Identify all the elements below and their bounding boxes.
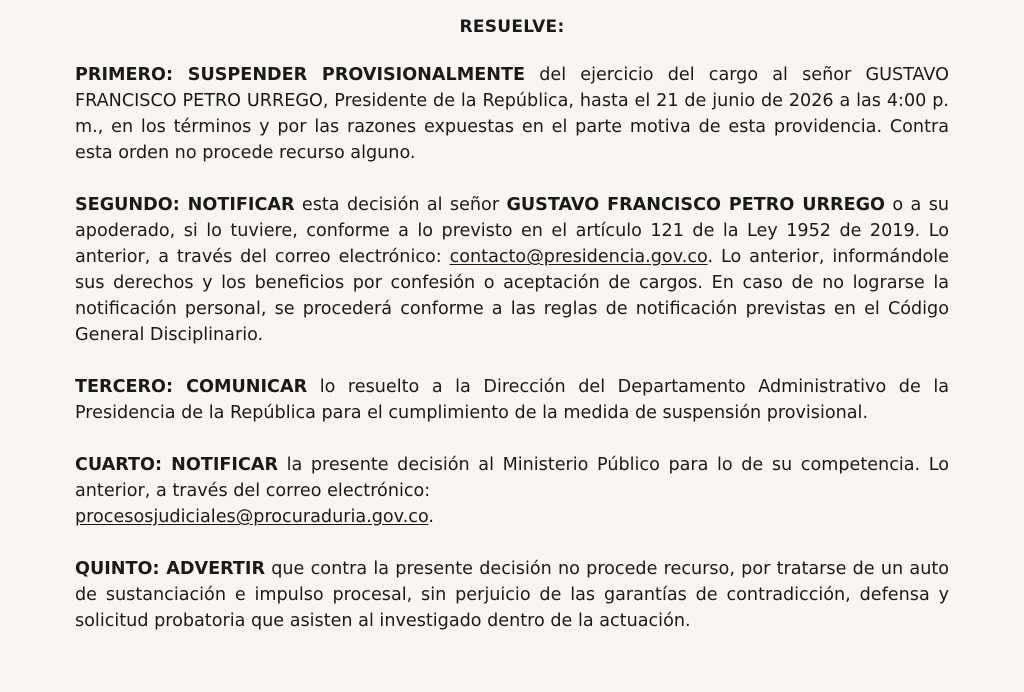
primero-text: del ejercicio del cargo al señor GUSTAVO FRANCISCO PETRO URREGO, Presidente de la República, hasta el 21 de junio de 2026 a las 4:00 p. m., en los términos y por las razones expuestas en el parte motiva de esta providencia. Contra esta orden no procede recurso alguno. [75, 65, 950, 163]
paragraph-primero [75, 62, 949, 166]
tercero-text: lo resuelto a la Dirección del Departamento Administrativo de la Presidencia de la República para el cumplimiento de la medida de suspensión provisional. [75, 377, 949, 423]
segundo-text-b: o a su apoderado, si lo tuviere, conforme a lo previsto en el artículo 121 de la Ley 1952 de 2019. Lo anterior, a través del correo electrónico: [75, 195, 950, 267]
segundo-name: GUSTAVO FRANCISCO PETRO URREGO [506, 195, 886, 215]
cuarto-text: la presente decisión al Ministerio Público para lo de su competencia. Lo anterior, a través del correo electrónico: [75, 455, 949, 501]
segundo-text-c: . Lo anterior, informándole sus derechos y los beneficios por confesión o aceptación de cargos. En caso de no lograrse la notificación personal, se procederá conforme a las reglas de notificación previstas en el Código General Disciplinario. [75, 247, 949, 345]
cuarto-tail: . [428, 507, 435, 527]
cuarto-label: CUARTO: NOTIFICAR [75, 455, 279, 475]
quinto-text: que contra la presente decisión no procede recurso, por tratarse de un auto de sustanciación e impulso procesal, sin perjuicio de las garantías de contradicción, defensa y solicitud probatoria que asisten al investigado dentro de la actuación. [75, 559, 950, 631]
paragraph-cuarto [75, 452, 949, 530]
segundo-label: SEGUNDO: NOTIFICAR [75, 195, 295, 215]
procuraduria-email-link[interactable]: procesosjudiciales@procuraduria.gov.co [75, 507, 429, 527]
paragraph-segundo [75, 192, 949, 348]
resolution-heading: RESUELVE: [459, 17, 565, 37]
primero-label: PRIMERO: SUSPENDER PROVISIONALMENTE [75, 65, 526, 85]
document-page [75, 14, 949, 634]
segundo-text-a: esta decisión al señor [294, 195, 507, 215]
quinto-label: QUINTO: ADVERTIR [75, 559, 265, 579]
tercero-label: TERCERO: COMUNICAR [75, 377, 308, 397]
paragraph-quinto [75, 556, 949, 634]
presidencia-email-link[interactable]: contacto@presidencia.gov.co [449, 247, 708, 267]
paragraph-tercero [75, 374, 949, 426]
